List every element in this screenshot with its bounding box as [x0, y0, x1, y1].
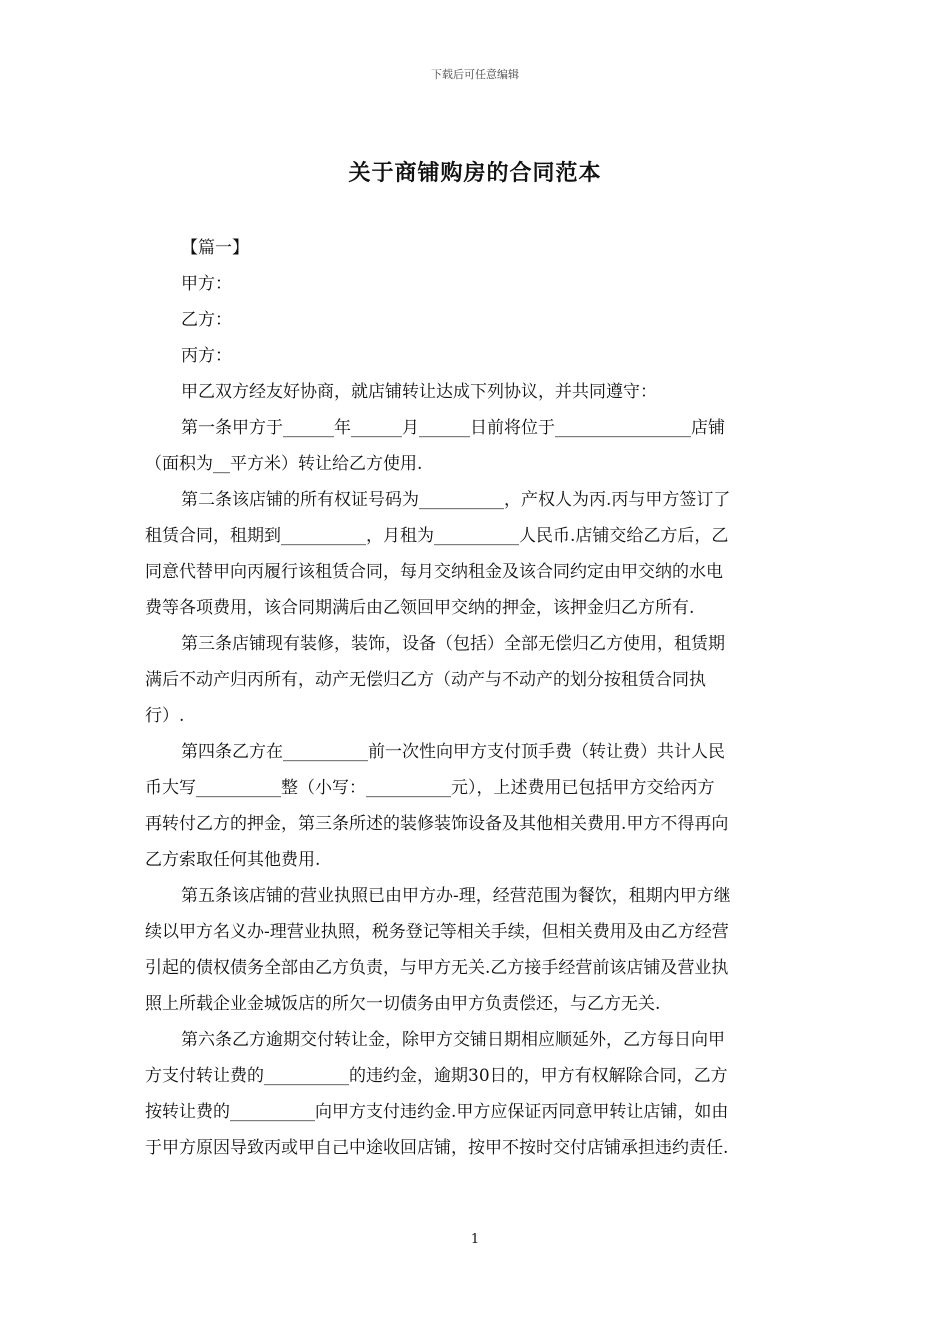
article-1-line-2: （面积为__平方米）转让给乙方使用. — [145, 454, 423, 474]
article-5-line-4: 照上所载企业金城饭店的所欠一切债务由甲方负责偿还，与乙方无关. — [145, 994, 661, 1014]
article-2-line-3: 同意代替甲向丙履行该租赁合同，每月交纳租金及该合同约定由甲交纳的水电 — [145, 562, 723, 582]
article-6-line-4: 于甲方原因导致丙或甲自己中途收回店铺，按甲不按时交付店铺承担违约责任. — [145, 1138, 729, 1158]
article-5-line-2: 续以甲方名义办-理营业执照，税务登记等相关手续，但相关费用及由乙方经营 — [145, 922, 729, 942]
article-5-line-3: 引起的债权债务全部由乙方负责，与甲方无关.乙方接手经营前该店铺及营业执 — [145, 958, 729, 978]
article-6-line-2: 方支付转让费的__________的违约金，逾期30日的，甲方有权解除合同，乙方 — [145, 1066, 728, 1086]
article-6-line-3: 按转让费的__________向甲方支付违约金.甲方应保证丙同意甲转让店铺，如由 — [145, 1102, 729, 1122]
section-heading: 【篇一】 — [181, 238, 249, 258]
article-6-line-1: 第六条乙方逾期交付转让金，除甲方交铺日期相应顺延外，乙方每日向甲 — [181, 1030, 725, 1050]
article-2-line-2: 租赁合同，租期到__________，月租为__________人民币.店铺交给乙方后，乙 — [145, 526, 729, 546]
document-title: 关于商铺购房的合同范本 — [348, 160, 602, 186]
party-a-label: 甲方： — [181, 274, 232, 294]
article-1-line-1: 第一条甲方于______年______月______日前将位于________________店铺 — [181, 418, 725, 438]
header-note: 下载后可任意编辑 — [431, 68, 519, 81]
article-4-line-1: 第四条乙方在__________前一次性向甲方支付顶手费（转让费）共计人民 — [181, 742, 725, 762]
intro-line: 甲乙双方经友好协商，就店铺转让达成下列协议，并共同遵守： — [181, 382, 657, 402]
article-2-line-4: 费等各项费用，该合同期满后由乙领回甲交纳的押金，该押金归乙方所有. — [145, 598, 695, 618]
article-3-line-1: 第三条店铺现有装修，装饰，设备（包括）全部无偿归乙方使用，租赁期 — [181, 634, 725, 654]
article-4-line-2: 币大写__________整（小写：__________元），上述费用已包括甲方交给丙方 — [145, 778, 715, 798]
party-b-label: 乙方： — [181, 310, 232, 330]
article-3-line-2: 满后不动产归丙所有，动产无偿归乙方（动产与不动产的划分按租赁合同执 — [145, 670, 706, 690]
article-5-line-1: 第五条该店铺的营业执照已由甲方办-理，经营范围为餐饮，租期内甲方继 — [181, 886, 731, 906]
article-3-line-3: 行）. — [145, 706, 185, 726]
document-body — [145, 230, 807, 1166]
article-4-line-3: 再转付乙方的押金，第三条所述的装修装饰设备及其他相关费用.甲方不得再向 — [145, 814, 729, 834]
page-number: 1 — [470, 1232, 480, 1247]
article-2-line-1: 第二条该店铺的所有权证号码为__________，产权人为丙.丙与甲方签订了 — [181, 490, 731, 510]
party-c-label: 丙方： — [181, 346, 232, 366]
article-4-line-4: 乙方索取任何其他费用. — [145, 850, 321, 870]
